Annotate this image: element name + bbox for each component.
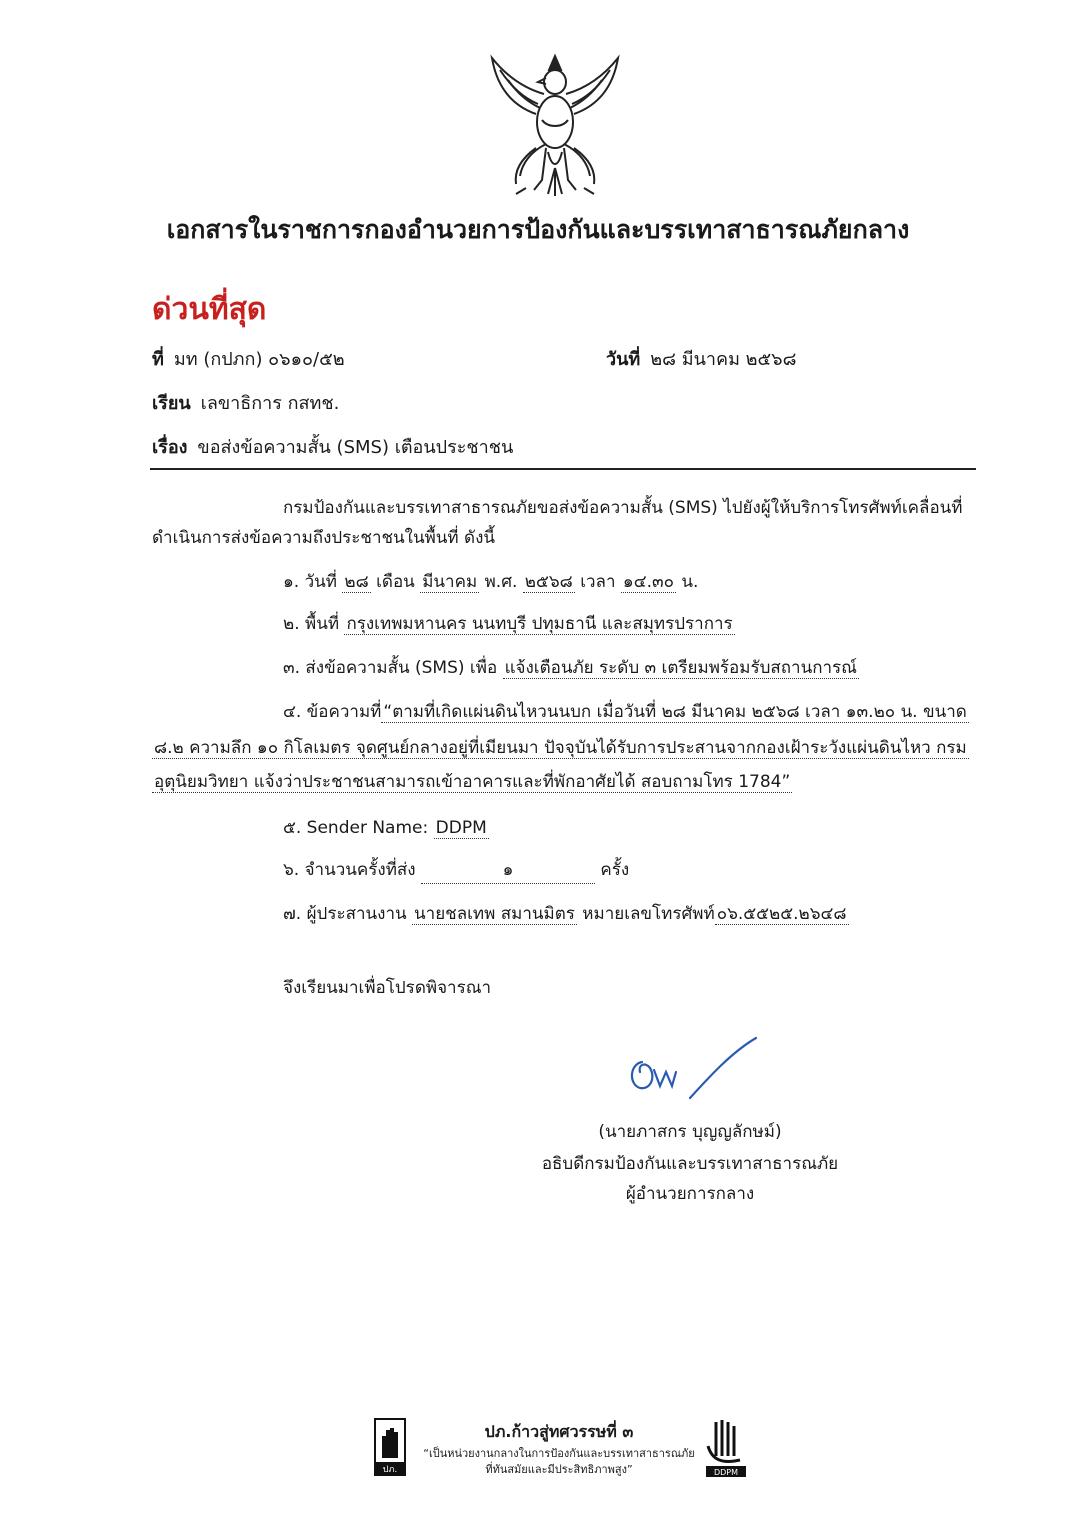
item-2-value: กรุงเทพมหานคร นนทบุรี ปทุมธานี และสมุทรปราการ	[346, 614, 733, 634]
footer-slogan-line-1: “เป็นหน่วยงานกลางในการป้องกันและบรรเทาสาธารณภัย	[423, 1447, 695, 1460]
ddpm-emblem-icon	[702, 1416, 750, 1478]
closing-line: จึงเรียนมาเพื่อโปรดพิจารณา	[283, 978, 492, 998]
recipient-label: เรียน	[152, 393, 191, 414]
footer-slogan-line-2: ที่ทันสมัยและมีประสิทธิภาพสูง”	[485, 1463, 633, 1476]
item-2-area	[283, 610, 735, 637]
item-6-prefix: ๖. จำนวนครั้งที่ส่ง	[283, 860, 416, 880]
item-1-month-label: เดือน	[376, 572, 415, 592]
item-6-count	[283, 856, 629, 884]
item-5-value: DDPM	[435, 818, 487, 838]
item-6-suffix: ครั้ง	[600, 860, 630, 880]
item-4-message-line-1	[283, 698, 969, 725]
item-7-phone-label: หมายเลขโทรศัพท์	[582, 904, 715, 924]
item-7-coordinator	[283, 900, 849, 927]
reference-label: ที่	[152, 349, 164, 370]
item-4-line-1: “ตามที่เกิดแผ่นดินไหวนนบก เมื่อวันที่ ๒๘ มีนาคม ๒๕๖๘ เวลา ๑๓.๒๐ น. ขนาด	[383, 702, 967, 722]
item-1-day: ๒๘	[344, 572, 369, 592]
subject-line	[152, 432, 513, 461]
item-1-time-label: เวลา	[580, 572, 616, 592]
item-1-year: ๒๕๖๘	[524, 572, 573, 592]
header-divider	[150, 468, 976, 470]
item-5-prefix: ๕. Sender Name:	[283, 818, 429, 838]
item-2-prefix: ๒. พื้นที่	[283, 614, 340, 634]
urgency-label: ด่วนที่สุด	[152, 292, 267, 327]
item-1-month: มีนาคม	[422, 572, 478, 592]
right-logo-text: DDPM	[713, 1468, 739, 1477]
item-4-prefix: ๔. ข้อความที่	[283, 702, 382, 722]
date-label: วันที่	[606, 349, 641, 370]
item-1-suffix: น.	[681, 572, 699, 592]
subject-value: ขอส่งข้อความสั้น (SMS) เตือนประชาชน	[197, 437, 514, 458]
signatory-position-2: ผู้อำนวยการกลาง	[625, 1184, 755, 1204]
garuda-emblem-icon	[486, 48, 624, 198]
item-4-line-2: ๘.๒ ความลึก ๑๐ กิโลเมตร จุดศูนย์กลางอยู่ที่เมียนมา ปัจจุบันได้รับการประสานจากกองเฝ้าระวังแผ่นดินไหว กรม	[154, 738, 967, 758]
date-line	[606, 344, 796, 373]
item-7-phone: ๐๖.๕๕๒๕.๒๖๔๘	[716, 904, 847, 924]
item-7-prefix: ๗. ผู้ประสานงาน	[283, 904, 407, 924]
item-4-message-line-2	[152, 734, 969, 761]
recipient-value: เลขาธิการ กสทช.	[200, 393, 340, 414]
item-1-date	[283, 568, 698, 595]
item-1-time: ๑๔.๓๐	[622, 572, 674, 592]
item-3-purpose	[283, 654, 859, 681]
document-header-title: เอกสารในราชการกองอำนวยการป้องกันและบรรเทาสาธารณภัยกลาง	[166, 215, 910, 244]
recipient-line	[152, 388, 339, 417]
item-4-line-3: อุตุนิยมวิทยา แจ้งว่าประชาชนสามารถเข้าอาคารและที่พักอาศัยได้ สอบถามโทร 1784”	[154, 772, 791, 792]
item-1-prefix: ๑. วันที่	[283, 572, 337, 592]
item-1-year-label: พ.ศ.	[484, 572, 518, 592]
ddpm-hand-logo-icon	[374, 1418, 406, 1476]
footer-slogan-title: ปภ.ก้าวสู่ทศวรรษที่ ๓	[484, 1422, 634, 1441]
reference-number: มท (กปภก) ๐๖๑๐/๕๒	[173, 349, 345, 370]
signature-icon	[620, 1032, 760, 1102]
signatory-name: (นายภาสกร บุญญลักษม์)	[598, 1122, 782, 1142]
item-3-value: แจ้งเตือนภัย ระดับ ๓ เตรียมพร้อมรับสถานการณ์	[504, 658, 857, 678]
item-3-prefix: ๓. ส่งข้อความสั้น (SMS) เพื่อ	[283, 658, 498, 678]
item-6-value: ๑	[421, 856, 595, 884]
date-value: ๒๘ มีนาคม ๒๕๖๘	[650, 349, 797, 370]
intro-line-2: ดำเนินการส่งข้อความถึงประชาชนในพื้นที่ ดังนี้	[152, 528, 495, 548]
intro-line-1: กรมป้องกันและบรรเทาสาธารณภัยขอส่งข้อความสั้น (SMS) ไปยังผู้ให้บริการโทรศัพท์เคลื่อนที่	[283, 498, 963, 518]
item-4-message-line-3	[152, 768, 792, 795]
signatory-position-1: อธิบดีกรมป้องกันและบรรเทาสาธารณภัย	[541, 1154, 839, 1174]
item-7-name: นายชลเทพ สมานมิตร	[414, 904, 575, 924]
reference-line	[152, 344, 345, 373]
left-logo-text: ปภ.	[382, 1465, 398, 1475]
item-5-sender	[283, 814, 489, 841]
subject-label: เรื่อง	[152, 437, 188, 458]
